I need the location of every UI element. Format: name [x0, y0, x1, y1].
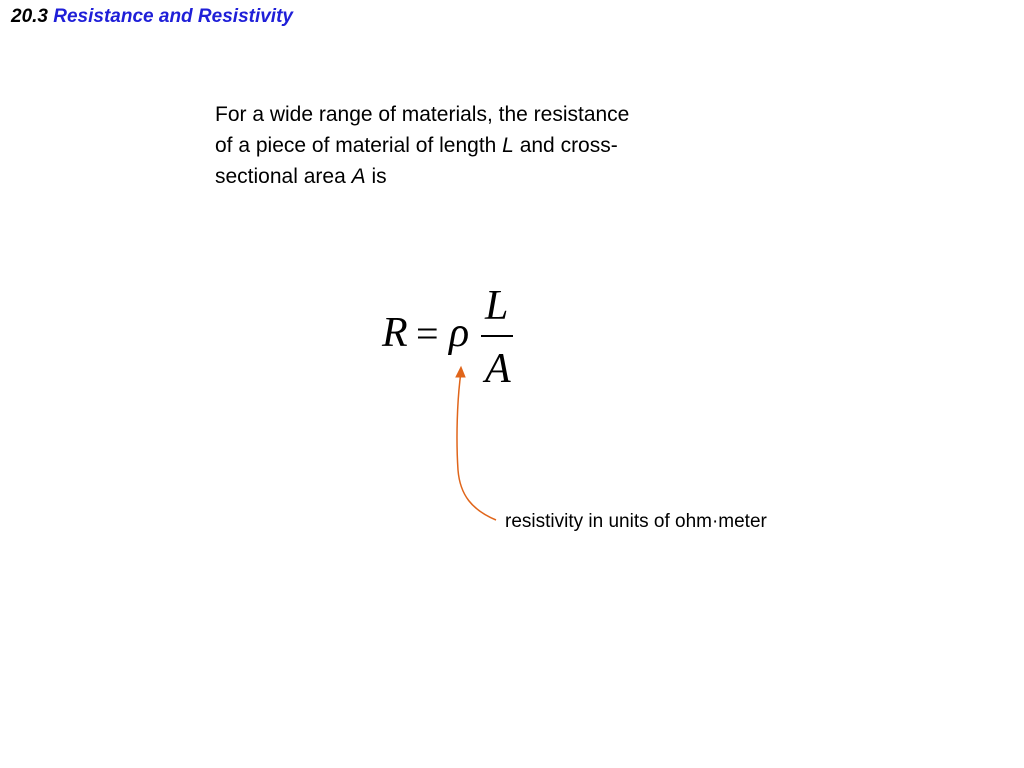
equation-numerator-length: L — [485, 283, 509, 329]
intro-line-2-start: of a piece of material of length — [215, 134, 503, 157]
section-number: 20.3 — [11, 6, 48, 27]
intro-line-2 — [215, 130, 735, 161]
equation-fraction-bar — [481, 335, 513, 337]
annotation-arrow-head — [456, 367, 465, 377]
intro-line-3 — [215, 161, 735, 192]
equation-resistance: R — [382, 310, 408, 356]
annotation-arrow-curve — [457, 372, 496, 520]
equation-denominator-area: A — [485, 346, 511, 392]
intro-line-3-start: sectional area — [215, 165, 352, 188]
area-variable: A — [351, 165, 366, 188]
section-title: Resistance and Resistivity — [53, 6, 293, 27]
intro-line-3-end: is — [365, 165, 387, 188]
intro-line-2-end: and cross- — [513, 134, 618, 157]
slide-header — [11, 6, 293, 28]
intro-paragraph — [215, 99, 735, 192]
intro-line-1: For a wide range of materials, the resistance — [215, 103, 630, 126]
length-variable: L — [502, 134, 514, 157]
resistivity-annotation: resistivity in units of ohm·meter — [505, 511, 767, 532]
equation-equals-sign: = — [416, 311, 439, 356]
equation-resistivity-rho: ρ — [449, 310, 470, 356]
